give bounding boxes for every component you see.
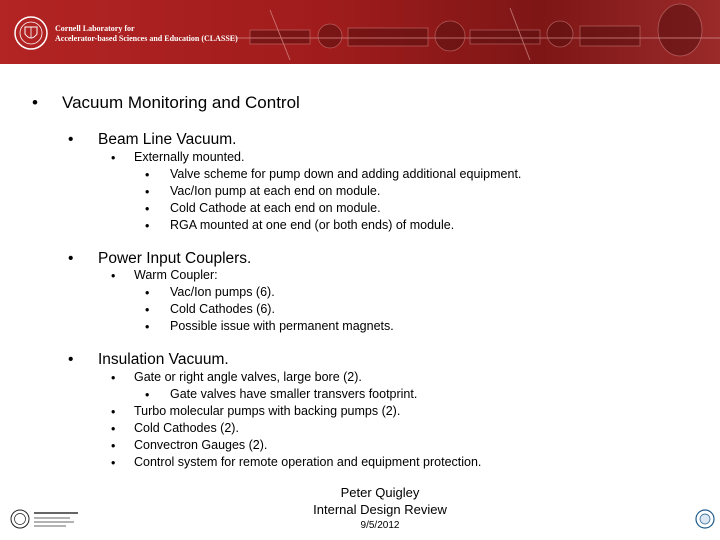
bullet-dot: • — [68, 131, 74, 148]
bullet-dot: • — [111, 269, 116, 283]
bullet-dot: • — [145, 202, 150, 216]
bullet-dot: • — [145, 219, 150, 233]
bullet-dot: • — [111, 151, 116, 165]
section-sub: Externally mounted. — [134, 150, 245, 164]
list-item: Cold Cathodes (6). — [170, 302, 275, 316]
list-item: Vac/Ion pumps (6). — [170, 285, 275, 299]
section-heading-beam-line: Beam Line Vacuum. — [98, 131, 237, 148]
nsf-logo — [695, 509, 715, 534]
bullet-dot: • — [68, 250, 74, 267]
section-sub: Warm Coupler: — [134, 268, 218, 282]
list-item: Possible issue with permanent magnets. — [170, 319, 394, 333]
bullet-dot: • — [145, 286, 150, 300]
footer-date: 9/5/2012 — [360, 520, 400, 531]
cornell-logo — [10, 509, 80, 534]
bullet-dot: • — [145, 168, 150, 182]
bullet-dot: • — [145, 320, 150, 334]
list-item: RGA mounted at one end (or both ends) of module. — [170, 218, 455, 232]
section-sub: Gate or right angle valves, large bore (2). — [134, 370, 362, 384]
bullet-dot: • — [111, 439, 116, 453]
list-item: Control system for remote operation and equipment protection. — [134, 455, 482, 469]
page-title: Vacuum Monitoring and Control — [62, 93, 300, 112]
list-item: Vac/Ion pump at each end on module. — [170, 184, 381, 198]
bullet-dot: • — [145, 303, 150, 317]
list-item: Valve scheme for pump down and adding additional equipment. — [170, 167, 522, 181]
nsf-seal-icon — [695, 509, 715, 529]
institution-line-1: Cornell Laboratory for — [55, 24, 135, 33]
bullet-dot: • — [111, 371, 116, 385]
list-item: Cold Cathodes (2). — [134, 421, 239, 435]
cornell-seal-icon — [10, 509, 80, 529]
footer-presenter: Peter Quigley — [340, 485, 420, 500]
bullet-dot: • — [111, 456, 116, 470]
bullet-dot: • — [145, 185, 150, 199]
list-item: Convectron Gauges (2). — [134, 438, 268, 452]
list-item: Gate valves have smaller transvers footprint. — [170, 387, 418, 401]
list-item: Turbo molecular pumps with backing pumps (2). — [134, 404, 401, 418]
bullet-dot: • — [68, 351, 74, 368]
list-item: Cold Cathode at each end on module. — [170, 201, 381, 215]
bullet-dot: • — [32, 93, 38, 112]
bullet-dot: • — [145, 388, 150, 402]
section-heading-insulation: Insulation Vacuum. — [98, 351, 229, 368]
institution-line-2: Accelerator-based Sciences and Education (CLASSE) — [55, 34, 238, 43]
section-heading-power-couplers: Power Input Couplers. — [98, 250, 252, 267]
bullet-dot: • — [111, 405, 116, 419]
bullet-dot: • — [111, 422, 116, 436]
footer-event: Internal Design Review — [313, 502, 447, 517]
